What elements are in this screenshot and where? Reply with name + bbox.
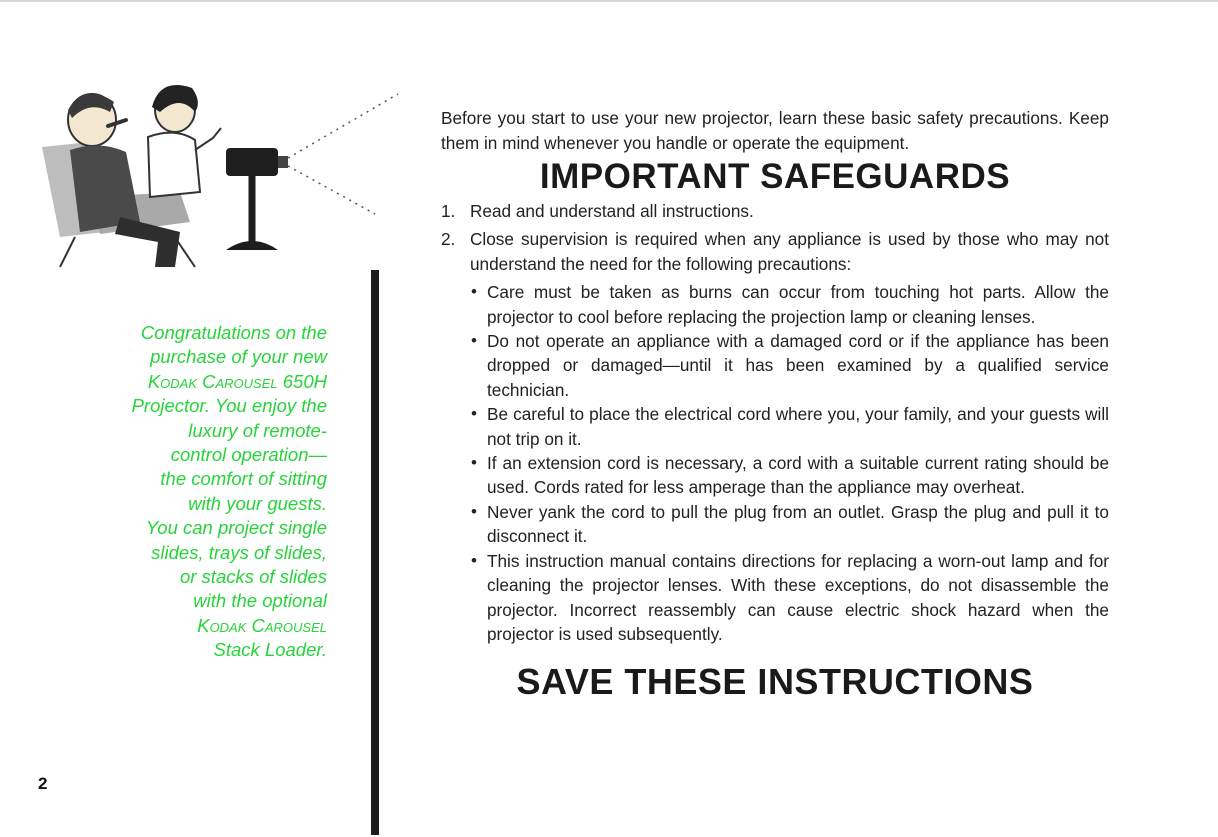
save-instructions-heading: SAVE THESE INSTRUCTIONS	[516, 661, 1034, 703]
sidebar-line: purchase of your new	[150, 346, 327, 368]
top-rule	[0, 0, 1218, 2]
beam-lower	[288, 166, 375, 214]
beam-upper	[288, 94, 398, 158]
sidebar-line: Congratulations on the	[140, 322, 327, 343]
couple-projector-illustration	[30, 72, 410, 282]
list-item: • Be careful to place the electrical cord where you, your family, and your guests will not trip on it.	[458, 402, 1109, 451]
item-text: Read and understand all instructions.	[470, 201, 754, 221]
sidebar-line: luxury of remote-	[188, 419, 327, 441]
sidebar-line: with your guests.	[188, 492, 327, 514]
item-number: 1.	[441, 201, 456, 221]
sidebar-line: with the optional	[193, 590, 327, 612]
chair-leg-left	[60, 237, 75, 267]
projector-lens	[278, 156, 288, 168]
sidebar-congratulations-text	[96, 321, 327, 663]
list-item: • If an extension cord is necessary, a cord with a suitable current rating should be used. Cords rated for less amperage than the appliance may overheat.	[458, 451, 1109, 500]
man-suit	[70, 145, 140, 232]
page-number: 2	[38, 774, 48, 793]
list-item: • Do not operate an appliance with a damaged cord or if the appliance has been dropped or damaged—until it has been examined by a qualified service technician.	[458, 329, 1109, 402]
main-content	[441, 106, 1109, 704]
precautions-list	[441, 280, 1109, 646]
sidebar-line: control operation—	[170, 444, 327, 466]
sidebar-line: the comfort of sitting	[160, 468, 327, 490]
sidebar-line: or stacks of slides	[179, 566, 327, 588]
list-item: • Care must be taken as burns can occur from touching hot parts. Allow the projector to cool before replacing the projection lamp or cleaning lenses.	[458, 280, 1109, 329]
vertical-divider	[371, 270, 379, 835]
list-item: • This instruction manual contains directions for replacing a worn-out lamp and for cleaning the projector lenses. With these exceptions, do not disassemble the projector. Incorrect reassembly can cause electric shock hazard when the projector is used subsequently.	[458, 549, 1109, 647]
numbered-item	[441, 227, 1109, 276]
sidebar-line: Stack Loader.	[213, 639, 327, 661]
intro-paragraph: Before you start to use your new projector, learn these basic safety precautions. Keep them in mind whenever you handle or operate the equipment.	[441, 108, 1109, 153]
list-item: • Never yank the cord to pull the plug from an outlet. Grasp the plug and pull it to disconnect it.	[458, 500, 1109, 549]
woman-sweater	[148, 133, 200, 197]
item-text: Close supervision is required when any appliance is used by those who may not understand the need for the following precautions:	[470, 229, 1109, 274]
sidebar-line: Projector. You enjoy the	[131, 395, 327, 417]
sidebar-line: Kodak Carousel 650H	[147, 370, 327, 392]
sidebar-line: You can project single	[145, 517, 327, 539]
projector-body	[226, 148, 278, 176]
numbered-item	[441, 199, 1109, 223]
page-title: IMPORTANT SAFEGUARDS	[539, 157, 1011, 196]
woman-arm	[195, 128, 221, 150]
sidebar-line: slides, trays of slides,	[151, 541, 327, 563]
sidebar-line: Kodak Carousel	[197, 614, 327, 636]
projector-base	[226, 241, 278, 250]
item-number: 2.	[441, 229, 456, 250]
